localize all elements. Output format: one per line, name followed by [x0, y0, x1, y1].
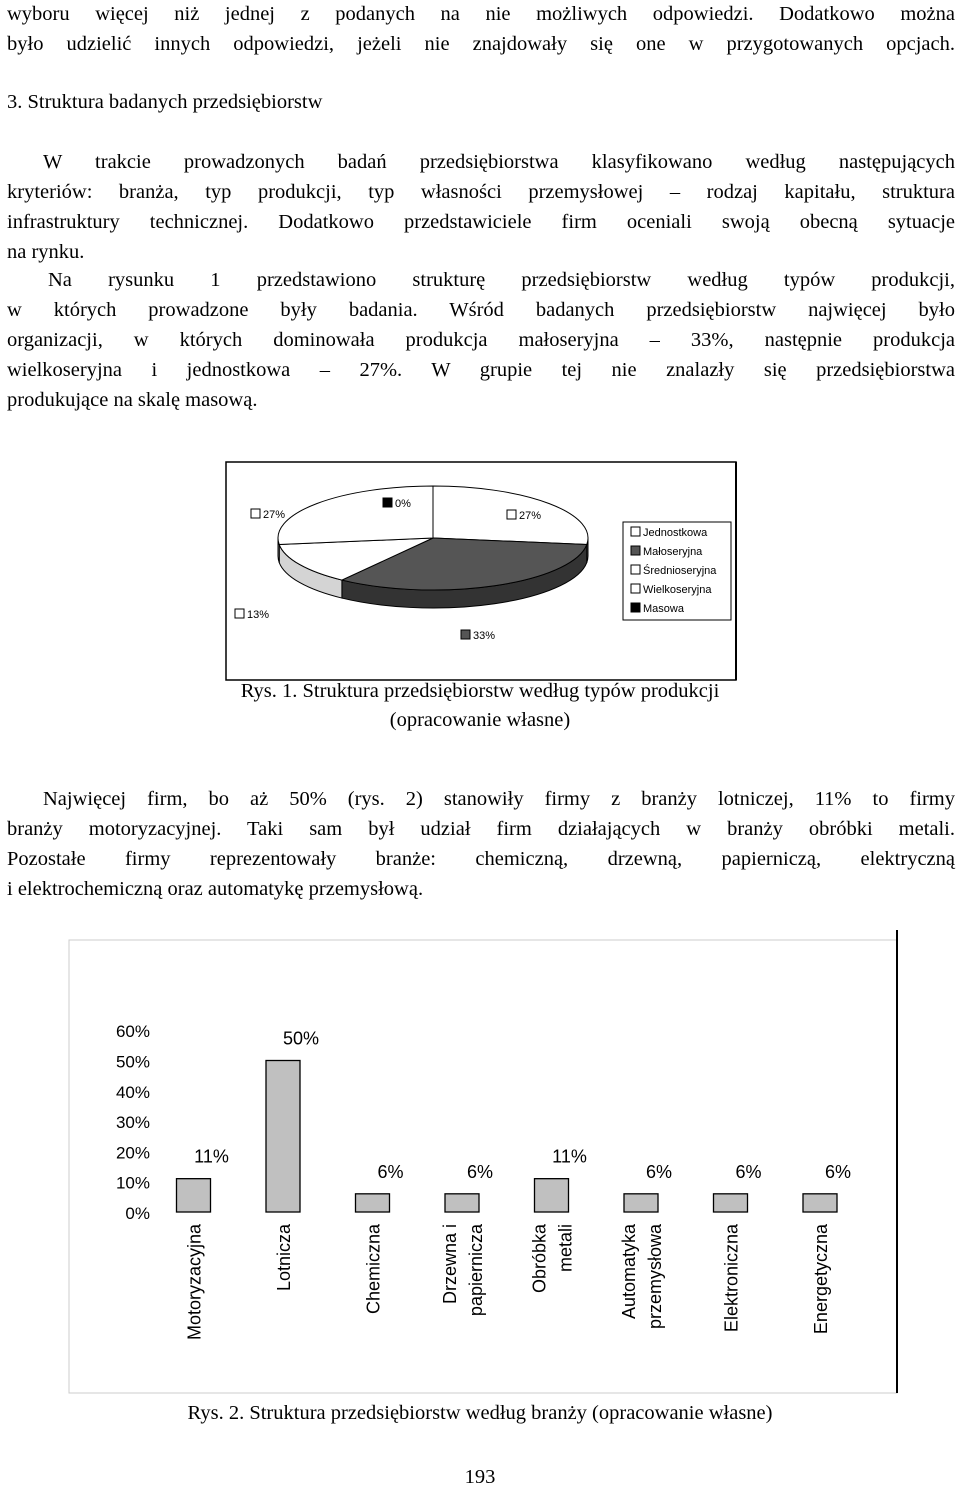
paragraph-1-line-3: infrastruktury technicznej. Dodatkowo przedstawiciele firm oceniali swoją obecną sytuacje [7, 211, 955, 233]
bar-data-label: 6% [735, 1161, 762, 1182]
paragraph-2-line-3: organizacji, w których dominowała produkcja małoseryjna – 33%, następnie produkcja [7, 329, 955, 351]
x-category-label: Energetyczna [811, 1224, 831, 1335]
pie-legend-label: Jednostkowa [643, 527, 708, 539]
pie-chart [225, 458, 740, 684]
pie-legend-label: Małoseryjna [643, 546, 703, 558]
pie-label-marker [461, 630, 470, 639]
bar-data-label: 6% [824, 1161, 852, 1182]
bar-data-label: 6% [377, 1161, 404, 1182]
pie-legend-label: Masowa [643, 603, 684, 615]
pie-data-label: 27% [263, 509, 286, 521]
pie-label-marker [235, 609, 244, 618]
pie-label-marker [383, 498, 392, 507]
bar [266, 1061, 300, 1213]
pie-legend-swatch [631, 565, 640, 574]
bar [535, 1179, 569, 1212]
bar-data-label: 6% [645, 1161, 673, 1182]
x-category-label: Automatyka przemysłowa [619, 1224, 665, 1330]
bar [803, 1194, 837, 1212]
paragraph-1-line-1: W trakcie prowadzonych badań przedsiębiorstwa klasyfikowano według następujących [43, 151, 955, 173]
figure-1-caption-line-2: (opracowanie własne) [389, 709, 571, 731]
y-tick-label: 40% [115, 1082, 150, 1102]
pie-legend-swatch [631, 603, 640, 612]
paragraph-2-line-1: Na rysunku 1 przedstawiono strukturę przedsiębiorstw według typów produkcji, [48, 269, 955, 291]
pie-legend-swatch [631, 527, 640, 536]
paragraph-2-line-2: w których prowadzone były badania. Wśród badanych przedsiębiorstw najwięcej było [7, 299, 955, 321]
pie-label-marker [251, 509, 260, 518]
bar [624, 1194, 658, 1212]
y-tick-label: 20% [115, 1143, 150, 1163]
bar [177, 1179, 211, 1212]
x-category-label: Elektroniczna [721, 1224, 742, 1333]
paragraph-1-line-2: kryteriów: branża, typ produkcji, typ własności przemysłowej – rodzaj kapitału, struktura [7, 181, 955, 203]
pie-legend-swatch [631, 546, 640, 555]
y-tick-label: 0% [125, 1204, 150, 1223]
intro-line-1: wyboru więcej niż jednej z podanych na nie możliwych odpowiedzi. Dodatkowo można [7, 3, 955, 25]
bar-data-label: 11% [194, 1146, 229, 1167]
bar-data-label: 11% [552, 1146, 587, 1167]
paragraph-3-line-1: Najwięcej firm, bo aż 50% (rys. 2) stanowiły firmy z branży lotniczej, 11% to firmy [43, 788, 955, 810]
pie-data-label: 0% [395, 498, 411, 510]
bar [356, 1194, 390, 1212]
bar-data-label: 50% [282, 1028, 320, 1049]
pie-legend-label: Wielkoseryjna [643, 584, 712, 596]
x-category-label: Chemiczna [363, 1224, 384, 1315]
paragraph-3-line-2: branży motoryzacyjnej. Taki sam był udział firm działających w branży obróbki metali. [7, 818, 955, 840]
intro-line-2: było udzielić innych odpowiedzi, jeżeli nie znajdowały się one w przygotowanych opcjach. [7, 33, 955, 55]
pie-label-marker [507, 510, 516, 519]
pie-slices [278, 486, 588, 608]
paragraph-3-line-3: Pozostałe firmy reprezentowały branże: chemiczną, drzewną, papierniczą, elektryczną [7, 848, 955, 870]
x-category-label: Drzewna i papiernicza [440, 1224, 486, 1317]
y-tick-label: 50% [115, 1052, 150, 1072]
paragraph-3-line-4: i elektrochemiczną oraz automatykę przemysłową. [7, 878, 424, 900]
y-tick-label: 30% [115, 1113, 150, 1133]
bar [714, 1194, 748, 1212]
paragraph-2-line-5: produkujące na skalę masową. [7, 389, 258, 411]
pie-legend-label: Średnioseryjna [643, 565, 717, 577]
bar [445, 1194, 479, 1212]
y-tick-label: 60% [115, 1022, 150, 1042]
pie-data-label: 33% [473, 630, 496, 642]
pie-data-label: 27% [519, 510, 542, 522]
x-category-label: Motoryzacyjna [184, 1224, 205, 1341]
bar-data-label: 6% [466, 1161, 494, 1182]
paragraph-1-line-4: na rynku. [7, 241, 85, 263]
page-number: 193 [464, 1466, 496, 1488]
pie-legend-swatch [631, 584, 640, 593]
x-category-label: Obróbka metali [529, 1224, 576, 1294]
section-heading: 3. Struktura badanych przedsiębiorstw [7, 91, 323, 113]
paragraph-2-line-4: wielkoseryjna i jednostkowa – 27%. W grupie tej nie znalazły się przedsiębiorstwa [7, 359, 955, 381]
figure-2-caption: Rys. 2. Struktura przedsiębiorstw według branży (opracowanie własne) [187, 1402, 773, 1424]
pie-data-label: 13% [247, 609, 270, 621]
x-category-label: Lotnicza [274, 1224, 294, 1292]
figure-1-caption-line-1: Rys. 1. Struktura przedsiębiorstw według typów produkcji [240, 680, 720, 702]
y-tick-label: 10% [115, 1173, 150, 1193]
bar-chart [68, 930, 900, 1395]
